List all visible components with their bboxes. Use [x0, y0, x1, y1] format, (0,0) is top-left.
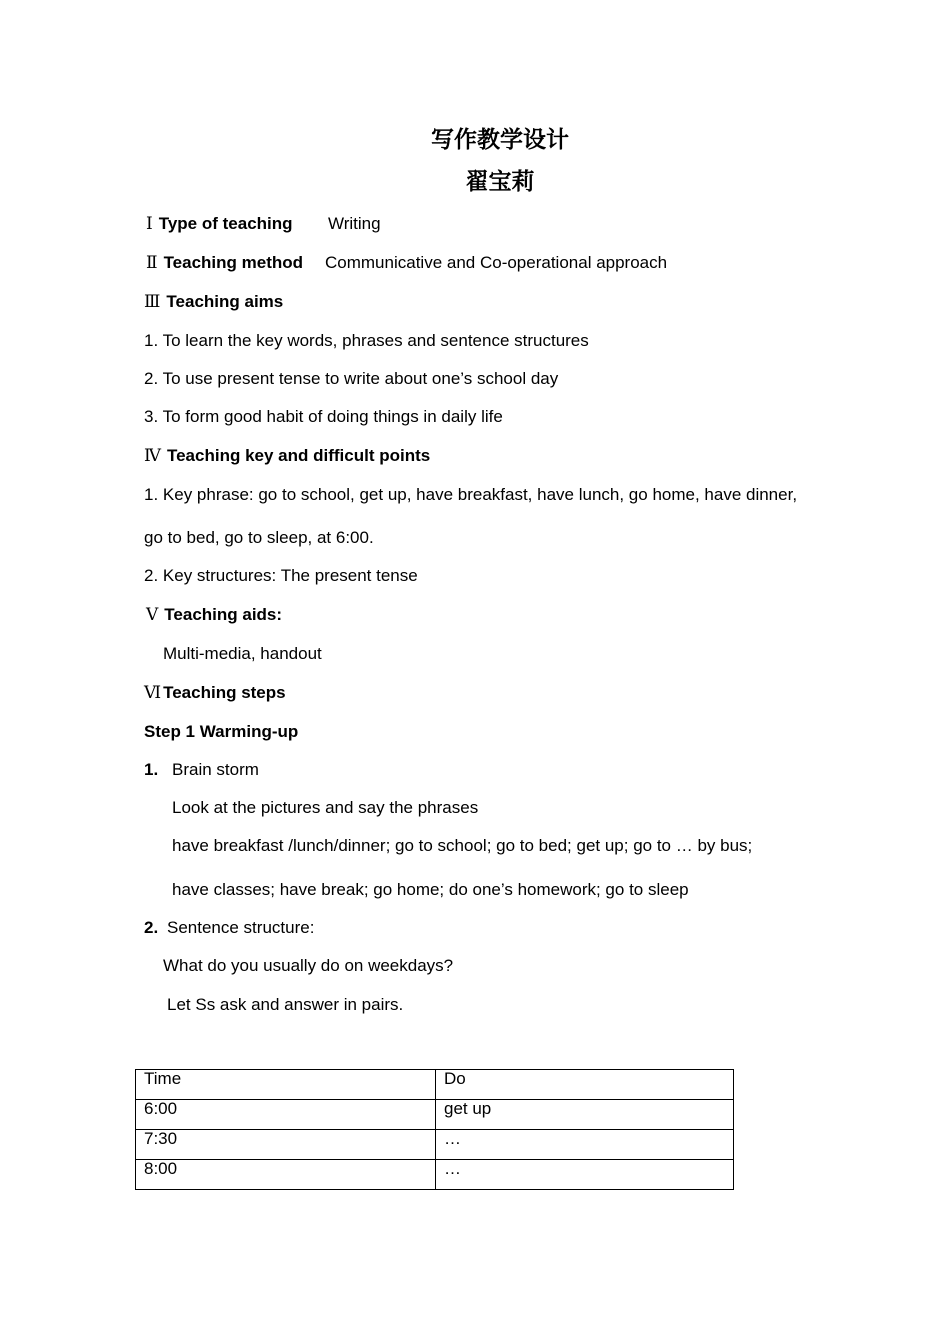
item-number: 2. [144, 918, 159, 937]
table-row [136, 1160, 734, 1190]
step-heading: Step 1 Warming-up [144, 722, 299, 741]
keypoint-phrases: 1. Key phrase: go to school, get up, have breakfast, have lunch, go home, have dinner, [144, 485, 798, 504]
section-label: Teaching steps [163, 683, 286, 702]
section-numeral: Ⅵ [144, 683, 162, 703]
table-cell: get up [436, 1100, 734, 1130]
section-aids [146, 605, 282, 625]
section-numeral: Ⅴ [146, 605, 159, 625]
table-header-cell: Do [436, 1070, 734, 1100]
section-label: Teaching key and difficult points [166, 446, 431, 465]
section-type [146, 214, 293, 234]
keypoint-structures: 2. Key structures: The present tense [144, 566, 418, 585]
section-label: Teaching aims [166, 292, 284, 311]
table-row [136, 1100, 734, 1130]
item-number: 1. [144, 760, 159, 779]
aim-item: 1. To learn the key words, phrases and sentence structures [144, 331, 589, 350]
section-label: Teaching method [163, 253, 304, 272]
instruction-text: Let Ss ask and answer in pairs. [167, 995, 404, 1014]
section-numeral: Ⅱ [146, 253, 158, 273]
section-steps [144, 683, 286, 703]
method-value: Communicative and Co-operational approach [325, 253, 668, 272]
table-cell: … [436, 1160, 734, 1190]
type-value: Writing [328, 214, 381, 233]
table-cell: 8:00 [136, 1160, 436, 1190]
table-header-cell: Time [136, 1070, 436, 1100]
document-author: 翟宝莉 [465, 168, 535, 195]
schedule-table [135, 1069, 734, 1190]
aim-item: 3. To form good habit of doing things in daily life [144, 407, 503, 426]
section-aims [144, 292, 283, 312]
aim-item: 2. To use present tense to write about one’s school day [144, 369, 559, 388]
aids-value: Multi-media, handout [163, 644, 322, 663]
item-label: Brain storm [172, 760, 259, 779]
section-method [146, 253, 303, 273]
section-label: Teaching aids: [164, 605, 283, 624]
item-description: Look at the pictures and say the phrases [172, 798, 479, 817]
phrase-list: have classes; have break; go home; do one’s homework; go to sleep [172, 880, 689, 899]
item-label: Sentence structure: [167, 918, 315, 937]
table-cell: … [436, 1130, 734, 1160]
keypoint-phrases-cont: go to bed, go to sleep, at 6:00. [144, 528, 374, 547]
section-numeral: Ⅰ [146, 214, 153, 234]
section-label: Type of teaching [158, 214, 293, 233]
table-row [136, 1130, 734, 1160]
section-numeral: Ⅳ [144, 446, 161, 466]
document-title: 写作教学设计 [431, 126, 569, 153]
section-keypoints [144, 446, 430, 466]
table-header-row [136, 1070, 734, 1100]
table-cell: 7:30 [136, 1130, 436, 1160]
phrase-list: have breakfast /lunch/dinner; go to school; go to bed; get up; go to … by bus; [172, 836, 753, 855]
section-numeral: Ⅲ [144, 292, 161, 312]
question-text: What do you usually do on weekdays? [163, 956, 454, 975]
table-cell: 6:00 [136, 1100, 436, 1130]
